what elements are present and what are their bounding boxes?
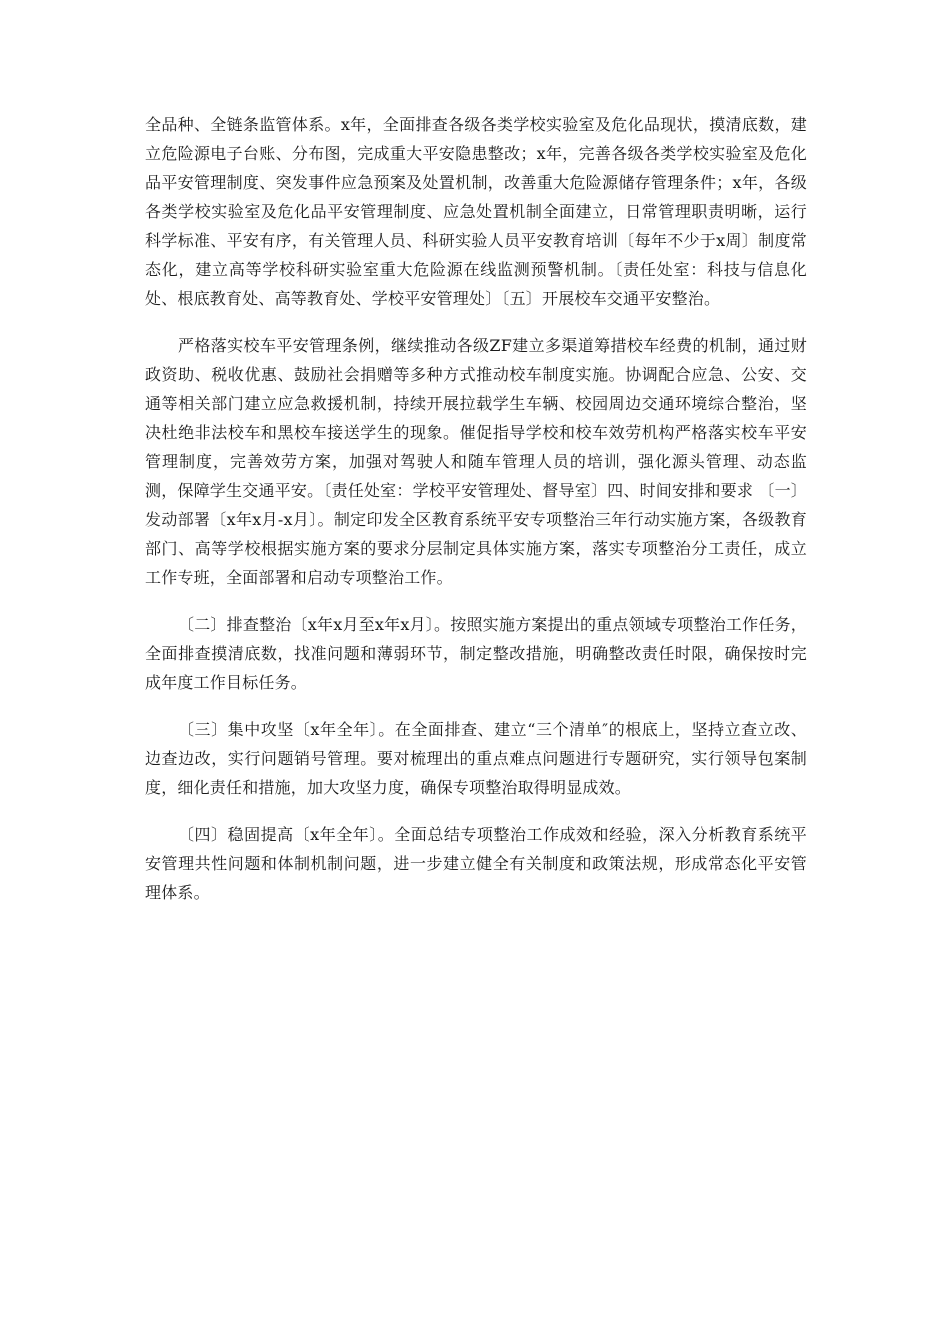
- document-page: [145, 110, 807, 925]
- paragraph-lab-safety: 全品种、全链条监管体系。x年，全面排查各级各类学校实验室及危化品现状，摸清底数，建立危险源电子台账、分布图，完成重大平安隐患整改；x年，完善各级各类学校实验室及危化品平安管理制度、突发事件应急预案及处置机制，改善重大危险源储存管理条件；x年，各级各类学校实验室及危化品平安管理制度、应急处置机制全面建立，日常管理职责明晰，运行科学标准、平安有序，有关管理人员、科研实验人员平安教育培训〔每年不少于x周〕制度常态化，建立高等学校科研实验室重大危险源在线监测预警机制。〔责任处室：科技与信息化处、根底教育处、高等教育处、学校平安管理处〕〔五〕开展校车交通平安整治。: [145, 115, 807, 308]
- paragraph-focused-tackling: 〔三〕集中攻坚〔x年全年〕。在全面排查、建立“三个清单″的根底上，坚持立查立改、边查边改，实行问题销号管理。要对梳理出的重点难点问题进行专题研究，实行领导包案制度，细化责任和措施，加大攻坚力度，确保专项整治取得明显成效。: [145, 720, 807, 797]
- paragraph-school-bus-safety: 严格落实校车平安管理条例，继续推动各级ZF建立多渠道筹措校车经费的机制，通过财政资助、税收优惠、鼓励社会捐赠等多种方式推动校车制度实施。协调配合应急、公安、交通等相关部门建立应急救援机制，持续开展拉载学生车辆、校园周边交通环境综合整治，坚决杜绝非法校车和黑校车接送学生的现象。催促指导学校和校车效劳机构严格落实校车平安管理制度，完善效劳方案，加强对驾驶人和随车管理人员的培训，强化源头管理、动态监测，保障学生交通平安。〔责任处室：学校平安管理处、督导室〕四、时间安排和要求 〔一〕发动部署〔x年x月-x月〕。制定印发全区教育系统平安专项整治三年行动实施方案，各级教育部门、高等学校根据实施方案的要求分层制定具体实施方案，落实专项整治分工责任，成立工作专班，全面部署和启动专项整治工作。: [145, 336, 807, 587]
- paragraph-inspection-rectification: 〔二〕排查整治〔x年x月至x年x月〕。按照实施方案提出的重点领域专项整治工作任务，全面排查摸清底数，找准问题和薄弱环节，制定整改措施，明确整改责任时限，确保按时完成年度工作目标任务。: [145, 615, 807, 692]
- paragraph-consolidation: 〔四〕稳固提高〔x年全年〕。全面总结专项整治工作成效和经验，深入分析教育系统平安管理共性问题和体制机制问题，进一步建立健全有关制度和政策法规，形成常态化平安管理体系。: [145, 825, 807, 902]
